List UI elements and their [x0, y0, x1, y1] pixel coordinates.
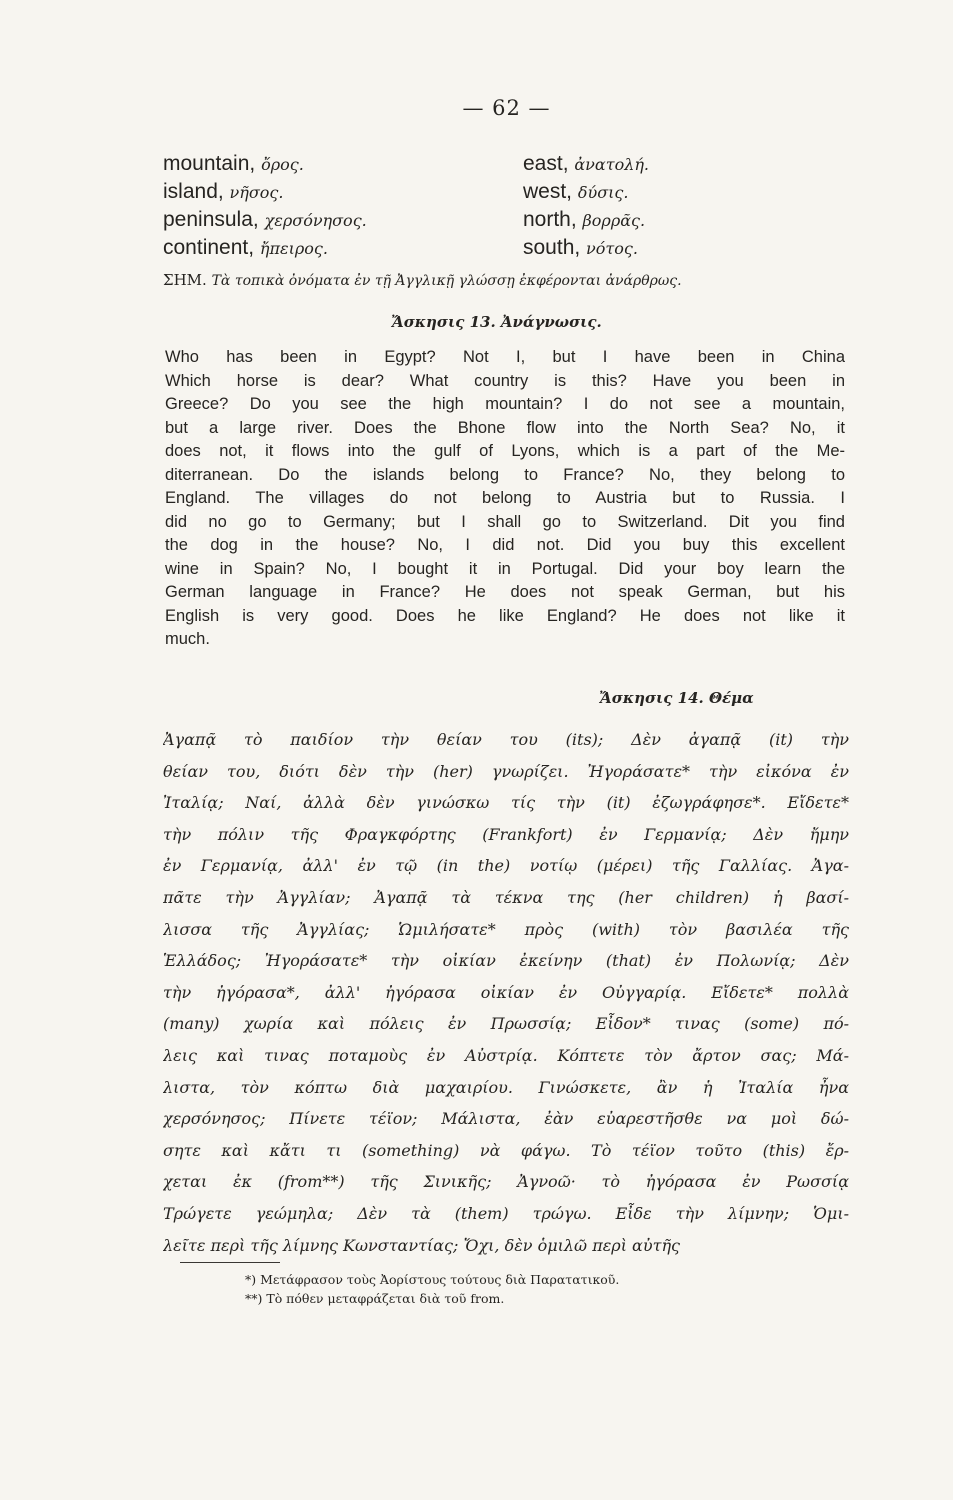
- page-number: — 62 —: [462, 96, 551, 120]
- vocab-english: continent,: [163, 236, 260, 259]
- text-line: German language in France? He does not speak German, but his: [165, 583, 845, 601]
- note-text: Τὰ τοπικὰ ὀνόματα ἐν τῇ Ἀγγλικῇ γλώσσῃ ἐκφέρονται ἀνάρθρως.: [211, 273, 682, 289]
- footnote-divider: [180, 1262, 280, 1263]
- vocab-greek: δύσις.: [577, 183, 629, 202]
- vocabulary-list: [163, 150, 803, 262]
- text-line: θείαν του, διότι δὲν τὴν (her) γνωρίζει. Ἠγοράσατε* τὴν εἰκόνα ἐν: [163, 761, 849, 781]
- text-line: Greece? Do you see the high mountain? I do not see a mountain,: [165, 395, 845, 413]
- text-line: but a large river. Does the Bhone flow into the North Sea? No, it: [165, 418, 845, 437]
- text-line: the dog in the house? No, I did not. Did you buy this excellent: [165, 536, 845, 554]
- text-line: much.: [165, 630, 210, 648]
- vocab-greek: βορρᾶς.: [582, 211, 646, 230]
- vocab-greek: νῆσος.: [229, 183, 284, 202]
- exercise-14-text: [163, 724, 849, 1261]
- text-line: ἐν Γερμανίᾳ, ἀλλ' ἐν τῷ (in the) νοτίῳ (μέρει) τῆς Γαλλίας. Ἀγα-: [163, 856, 849, 876]
- text-line: Τρώγετε γεώμηλα; Δὲν τὰ (them) τρώγω. Εἶδε τὴν λίμνην; Ὁμι-: [163, 1203, 849, 1223]
- vocab-english: north,: [523, 208, 583, 231]
- vocab-english: peninsula,: [163, 208, 265, 231]
- exercise-13-text: [165, 346, 845, 652]
- text-line: English is very good. Does he like England? He does not like it: [165, 606, 845, 625]
- text-line: λεῖτε περὶ τῆς λίμνης Κωνσταντίας; Ὄχι, δὲν ὁμιλῶ περὶ αὐτῆς: [163, 1235, 680, 1255]
- vocab-greek: νότος.: [586, 239, 638, 258]
- vocab-row: [163, 206, 803, 234]
- vocab-row: [163, 234, 803, 262]
- text-line: τὴν πόλιν τῆς Φραγκφόρτης (Frankfort) ἐν Γερμανίᾳ; Δὲν ἤμην: [163, 824, 849, 844]
- vocab-english: south,: [523, 236, 587, 259]
- footnotes: [245, 1270, 845, 1308]
- exercise-14-heading: Ἄσκησις 14. Θέμα: [599, 689, 754, 707]
- text-line: λεις καὶ τινας ποταμοὺς ἐν Αὐστρίᾳ. Κόπτετε τὸν ἄρτον σας; Μά-: [163, 1045, 849, 1065]
- text-line: λιστα, τὸν κόπτω διὰ μαχαιρίου. Γινώσκετε, ἂν ἡ Ἰταλία ἦνα: [163, 1077, 849, 1097]
- vocab-english: mountain,: [163, 152, 262, 175]
- text-line: Who has been in Egypt? Not I, but I have been in China: [165, 348, 845, 366]
- text-line: Ἰταλίᾳ; Ναί, ἀλλὰ δὲν γινώσκω τίς τὴν (it) ἐζωγράφησε*. Εἴδετε*: [163, 793, 849, 813]
- note: [163, 271, 823, 289]
- text-line: does not, it flows into the gulf of Lyons, which is a part of the Me-: [165, 442, 845, 460]
- text-line: Ἑλλάδος; Ἠγοράσατε* τὴν οἰκίαν ἐκείνην (that) ἐν Πολωνίᾳ; Δὲν: [163, 951, 849, 971]
- vocab-greek: ὄρος.: [261, 155, 304, 174]
- footnote: **) Τὸ πόθεν μεταφράζεται διὰ τοῦ from.: [245, 1291, 505, 1306]
- text-line: πᾶτε τὴν Ἀγγλίαν; Ἀγαπᾷ τὰ τέκνα της (her children) ἡ βασί-: [163, 887, 849, 907]
- footnote: *) Μετάφρασον τοὺς Ἀορίστους τούτους διὰ Παρατατικοῦ.: [245, 1272, 620, 1287]
- text-line: Which horse is dear? What country is this? Have you been in: [165, 371, 845, 390]
- text-line: (many) χωρία καὶ πόλεις ἐν Πρωσσίᾳ; Εἶδον* τινας (some) πό-: [163, 1014, 849, 1034]
- text-line: τὴν ἠγόρασα*, ἀλλ' ἠγόρασα οἰκίαν ἐν Οὐγγαρίᾳ. Εἴδετε* πολλὰ: [163, 982, 849, 1002]
- text-line: χερσόνησος; Πίνετε τέϊον; Μάλιστα, ἐὰν εὐαρεστῆσθε να μοὶ δώ-: [163, 1109, 849, 1129]
- vocab-english: west,: [523, 180, 578, 203]
- text-line: λισσα τῆς Ἀγγλίας; Ὡμιλήσατε* πρὸς (with) τὸν βασιλέα τῆς: [163, 919, 849, 939]
- text-line: σητε καὶ κἄτι τι (something) νὰ φάγω. Τὸ τέϊον τοῦτο (this) ἔρ-: [163, 1140, 849, 1160]
- text-line: Ἀγαπᾷ τὸ παιδίον τὴν θείαν του (its); Δὲν ἀγαπᾷ (it) τὴν: [163, 730, 849, 749]
- text-line: diterranean. Do the islands belong to France? No, they belong to: [165, 465, 845, 484]
- vocab-greek: ἀνατολή.: [574, 155, 650, 174]
- text-line: wine in Spain? No, I bought it in Portugal. Did your boy learn the: [165, 559, 845, 578]
- vocab-greek: ἤπειρος.: [259, 239, 328, 258]
- note-label: ΣΗΜ.: [163, 271, 212, 289]
- exercise-13-heading: Ἄσκησις 13. Ἀνάγνωσις.: [391, 313, 602, 331]
- text-line: did no go to Germany; but I shall go to Switzerland. Dit you find: [165, 512, 845, 531]
- vocab-row: [163, 178, 803, 206]
- vocab-english: east,: [523, 152, 575, 175]
- vocab-greek: χερσόνησος.: [264, 211, 367, 230]
- vocab-english: island,: [163, 180, 230, 203]
- text-line: χεται ἐκ (from**) τῆς Σινικῆς; Ἀγνοῶ· τὸ ἠγόρασα ἐν Ρωσσίᾳ: [163, 1172, 849, 1192]
- text-line: England. The villages do not belong to Austria but to Russia. I: [165, 489, 845, 507]
- vocab-row: [163, 150, 803, 178]
